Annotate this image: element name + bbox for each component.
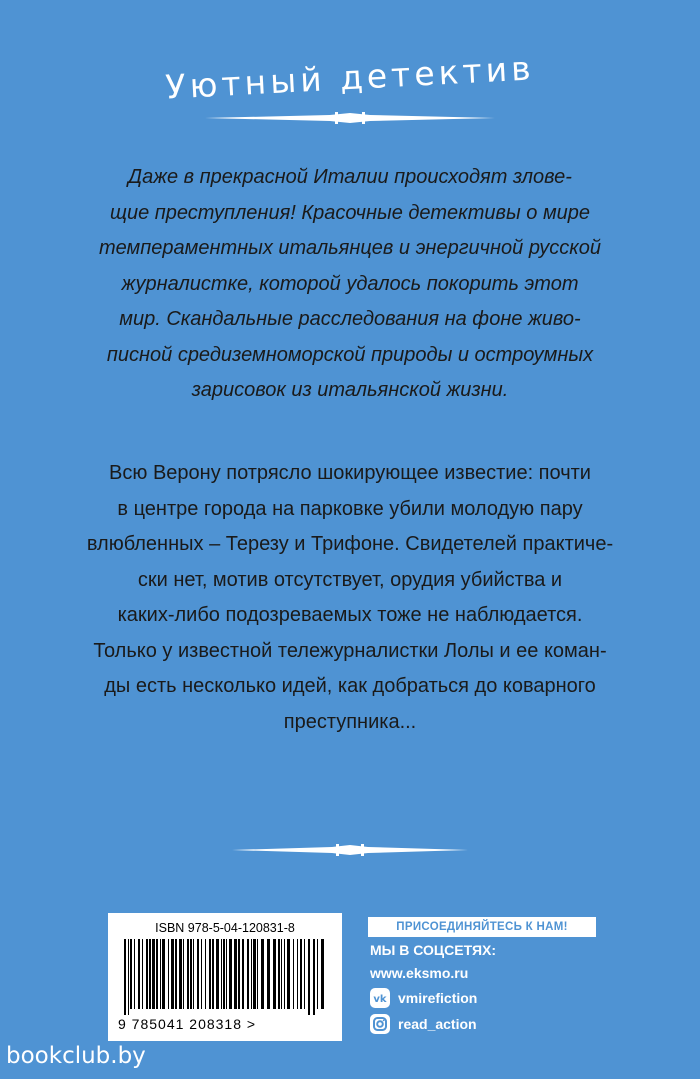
book-blurb [80,456,620,740]
instagram-handle: read_action [398,1016,477,1032]
instagram-link[interactable] [370,1014,477,1034]
series-tagline [90,160,610,409]
svg-text:vk: vk [373,994,387,1003]
blurb-line: преступника... [283,710,417,733]
blurb-line: влюбленных – Терезу и Трифоне. Свидетелей практиче- [86,533,614,555]
tagline-line: журналистке, которой удалось покорить этот [121,272,579,295]
tagline-line: темпераментных итальянцев и энергичной русской [99,237,601,259]
vk-link[interactable] [370,988,477,1008]
join-us-banner: ПРИСОЕДИНЯЙТЕСЬ К НАМ! [368,917,596,937]
blurb-line: ды есть несколько идей, как добраться до коварного [104,675,596,697]
blurb-line: в центре города на парковке убили молодую пару [117,497,583,520]
tagline-line: мир. Скандальные расследования на фоне живо- [119,308,581,330]
vk-handle: vmirefiction [398,990,478,1006]
tagline-line: зарисовок из итальянской жизни. [191,379,509,401]
publisher-website-link[interactable]: www.eksmo.ru [370,965,469,981]
blurb-line: ски нет, мотив отсутствует, орудия убийства и [137,568,563,591]
series-title: Уютный детектив [164,48,536,107]
ornament-divider-bottom [0,842,700,863]
tagline-line: Даже в прекрасной Италии происходят злове- [128,166,572,188]
tagline-line: писной средиземноморской природы и остроумных [106,343,594,366]
instagram-icon [370,1014,390,1034]
blurb-line: каких-либо подозреваемых тоже не наблюдается. [117,604,583,626]
barcode-digits: 9 785041 208318 > [118,1016,257,1032]
ornament-divider-top [0,110,700,131]
blurb-line: Только у известной тележурналистки Лолы и ее коман- [93,639,607,662]
vk-icon [370,988,390,1008]
isbn-number: ISBN 978-5-04-120831-8 [155,921,295,935]
barcode-icon [122,939,328,1015]
blurb-line: Всю Верону потрясло шокирующее известие: почти [109,462,591,484]
barcode-box [108,913,342,1041]
watermark: bookclub.by [6,1043,146,1069]
tagline-line: щие преступления! Красочные детективы о мире [109,201,591,224]
social-heading: МЫ В СОЦСЕТЯХ: [370,942,497,958]
